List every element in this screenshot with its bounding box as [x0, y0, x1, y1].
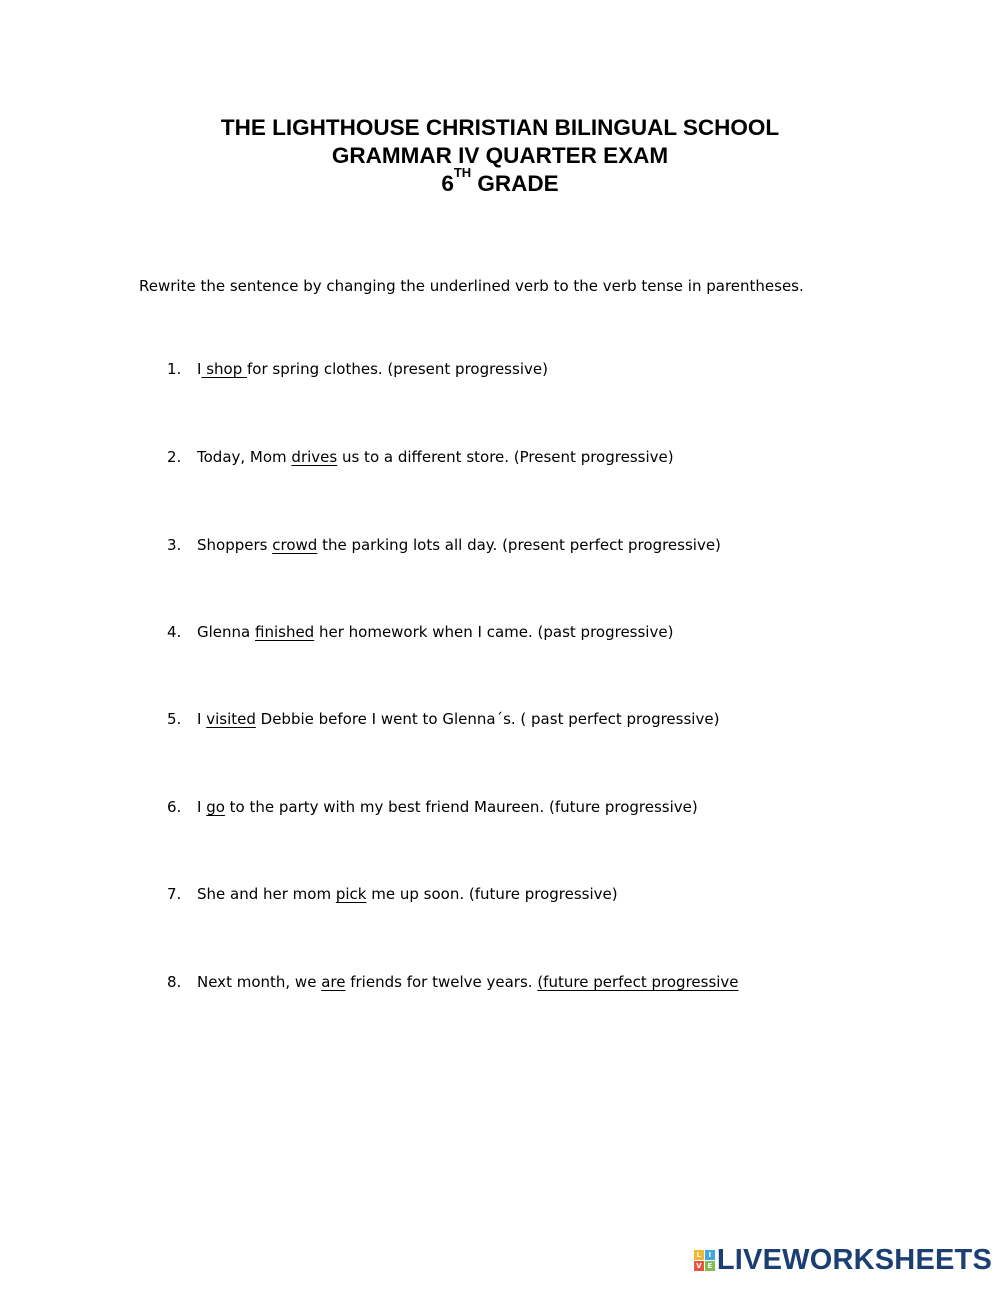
sentence-start: Next month, we	[197, 973, 322, 991]
logo-block: L	[694, 1250, 704, 1260]
question-number: 1.	[167, 360, 182, 378]
grade-number: 6	[441, 171, 454, 196]
underlined-verb: shop	[201, 360, 247, 378]
question-item	[167, 972, 739, 992]
sentence-start: I	[197, 710, 207, 728]
question-item	[167, 709, 719, 729]
exam-title: GRAMMAR IV QUARTER EXAM	[331, 143, 669, 168]
underlined-verb: go	[206, 798, 225, 816]
sentence-end: her homework when I came. (past progressive)	[314, 623, 674, 641]
underlined-verb: drives	[291, 448, 338, 466]
sentence-end: the parking lots all day. (present perfect progressive)	[317, 536, 721, 554]
underlined-tense: (future perfect progressive	[537, 973, 739, 991]
question-number: 3.	[167, 536, 182, 554]
underlined-verb: visited	[206, 710, 256, 728]
school-name: THE LIGHTHOUSE CHRISTIAN BILINGUAL SCHOOL	[220, 115, 780, 140]
sentence-start: She and her mom	[197, 885, 336, 903]
question-item	[167, 447, 674, 467]
question-item	[167, 535, 721, 555]
sentence-end: us to a different store. (Present progressive)	[337, 448, 674, 466]
grade-ordinal-suffix: TH	[453, 165, 472, 180]
question-item	[167, 797, 698, 817]
underlined-verb: crowd	[272, 536, 318, 554]
grade-level	[0, 165, 1000, 198]
sentence-start: Shoppers	[197, 536, 273, 554]
underlined-verb: finished	[255, 623, 315, 641]
exam-header	[0, 114, 1000, 198]
sentence-start: Glenna	[197, 623, 255, 641]
grade-word: GRADE	[471, 171, 559, 196]
question-number: 8.	[167, 973, 182, 991]
question-number: 7.	[167, 885, 182, 903]
logo-icon	[694, 1250, 715, 1271]
instructions: Rewrite the sentence by changing the underlined verb to the verb tense in parentheses.	[139, 277, 804, 295]
question-number: 6.	[167, 798, 182, 816]
sentence-end: to the party with my best friend Maureen. (future progressive)	[224, 798, 698, 816]
sentence-start: Today, Mom	[197, 448, 292, 466]
question-item	[167, 884, 618, 904]
question-item	[167, 359, 548, 379]
question-number: 4.	[167, 623, 182, 641]
sentence-end: friends for twelve years.	[345, 973, 538, 991]
liveworksheets-logo	[694, 1244, 992, 1277]
sentence-end: me up soon. (future progressive)	[366, 885, 618, 903]
question-item	[167, 622, 673, 642]
logo-block: E	[705, 1261, 715, 1271]
question-number: 2.	[167, 448, 182, 466]
logo-block: V	[694, 1261, 704, 1271]
sentence-end: for spring clothes. (present progressive)	[247, 360, 548, 378]
underlined-verb: pick	[335, 885, 367, 903]
logo-text: LIVEWORKSHEETS	[716, 1244, 992, 1276]
sentence-start: I	[197, 798, 207, 816]
underlined-verb: are	[321, 973, 346, 991]
question-number: 5.	[167, 710, 182, 728]
sentence-end: Debbie before I went to Glenna´s. ( past perfect progressive)	[255, 710, 720, 728]
sentence-start: I	[197, 360, 202, 378]
logo-block: I	[705, 1250, 715, 1260]
